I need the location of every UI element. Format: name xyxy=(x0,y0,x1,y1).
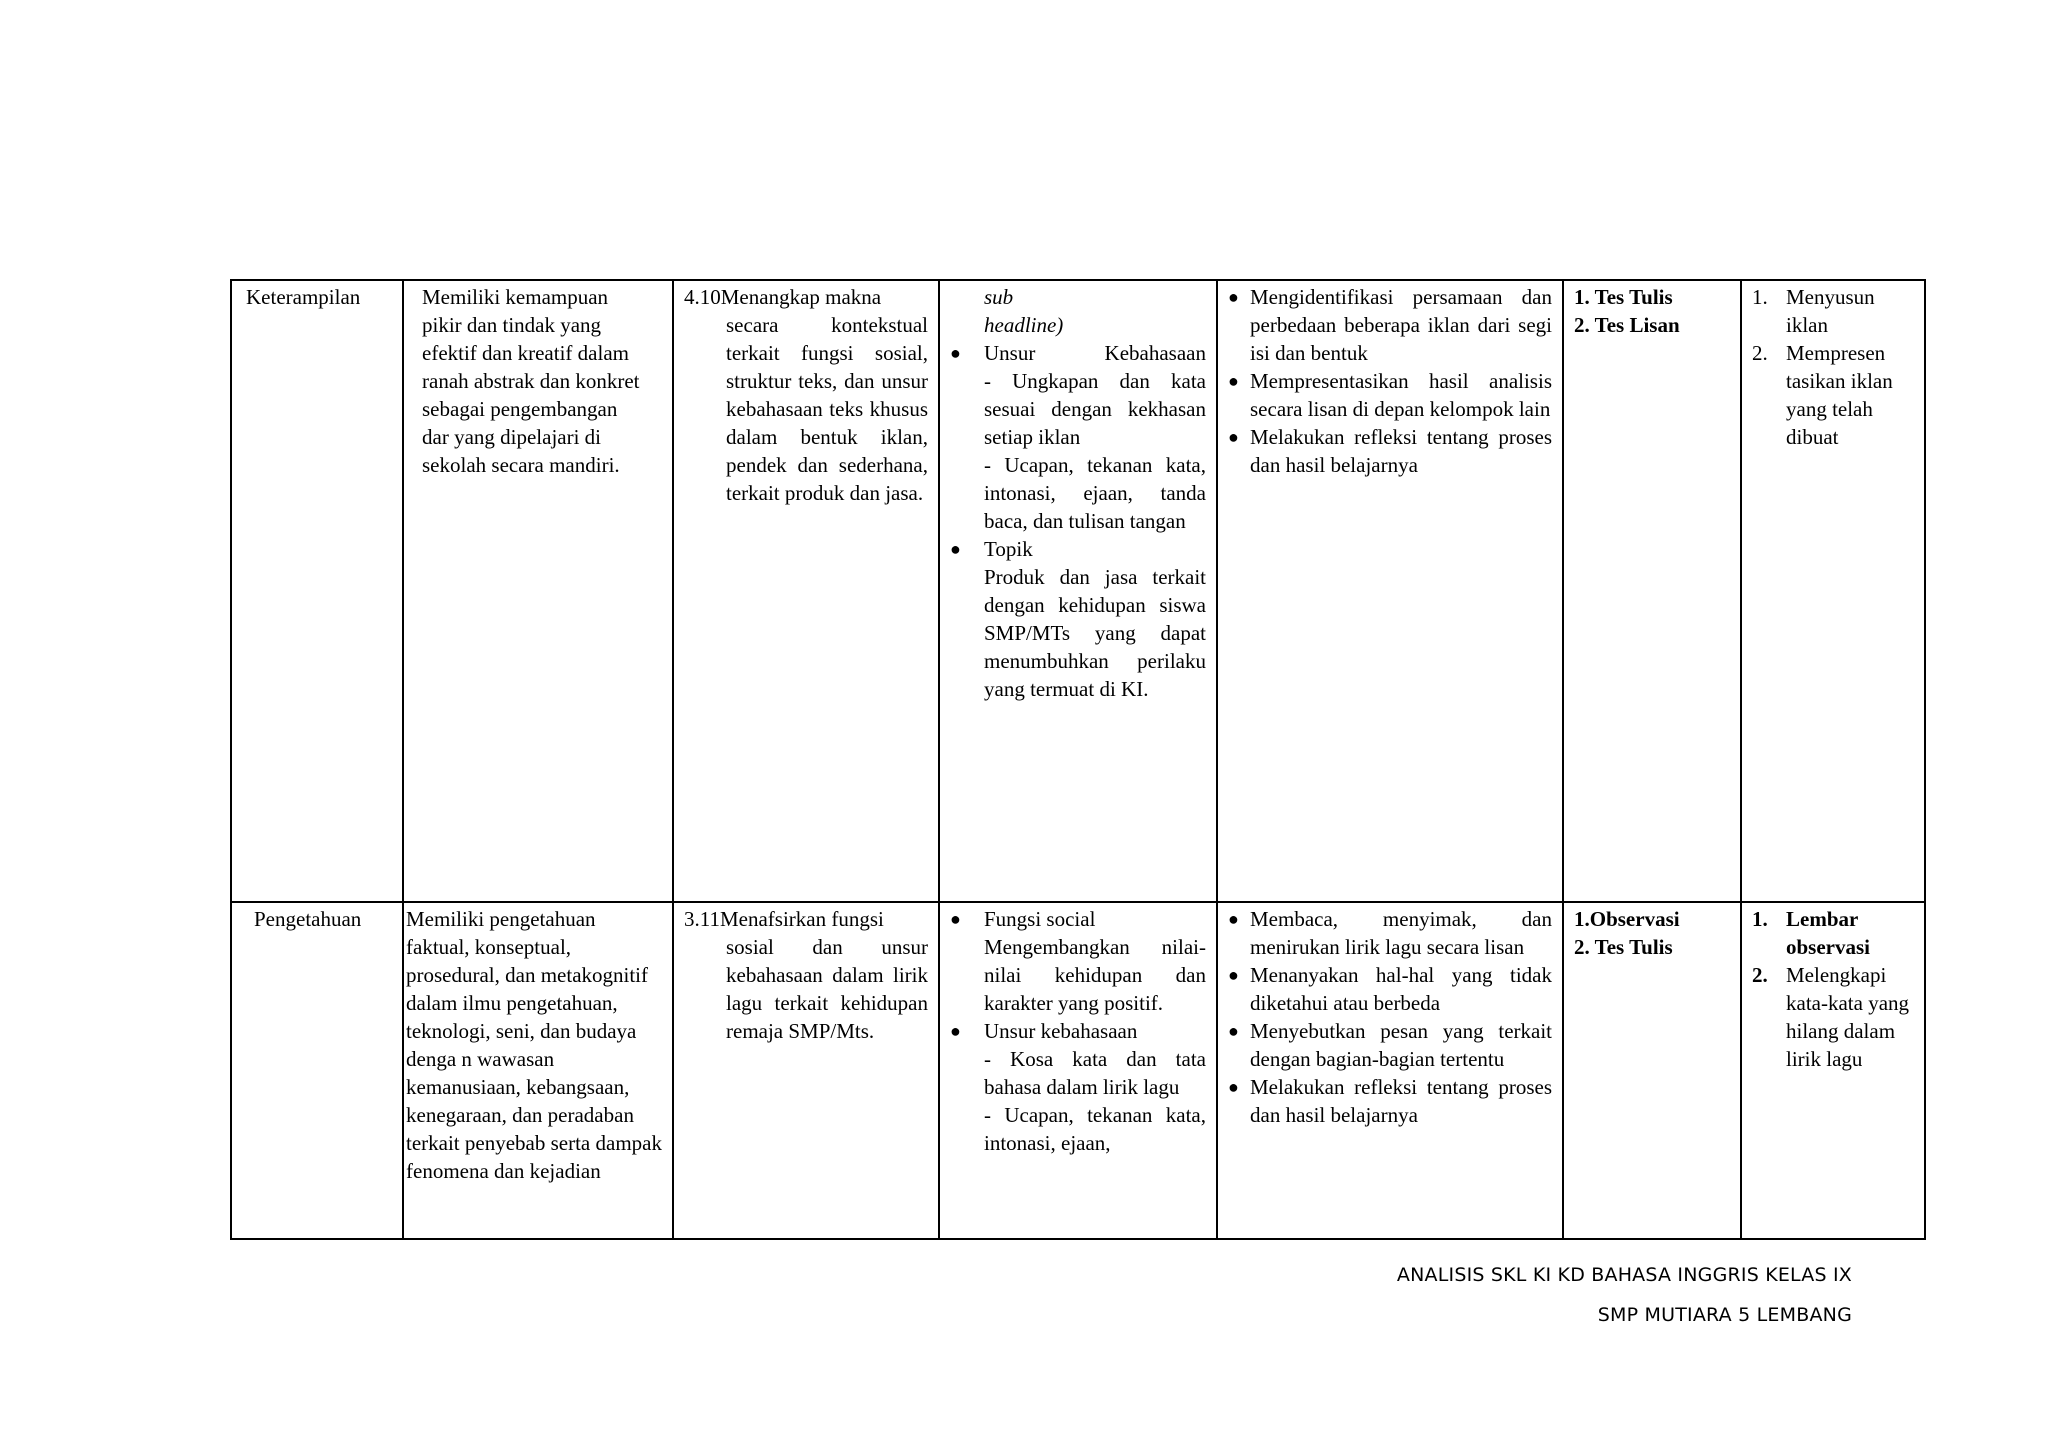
instrumen-text: Mempresen tasikan iklan yang telah dibuat xyxy=(1786,341,1893,449)
instrumen-text: Lembar observasi xyxy=(1786,907,1870,959)
list-item xyxy=(1752,283,1914,339)
kd-text-first: Menangkap makna xyxy=(720,285,882,309)
footer-school: SMP MUTIARA 5 LEMBANG xyxy=(1597,1304,1852,1326)
kd-text: sosial dan unsur kebahasaan dalam lirik lagu terkait kehidupan remaja SMP/Mts. xyxy=(726,935,928,1043)
list-item xyxy=(1228,1017,1552,1073)
list-number: 1. xyxy=(1752,907,1768,931)
bullet-icon: ● xyxy=(1228,371,1239,391)
kegiatan-cell xyxy=(1217,902,1563,1239)
list-item xyxy=(1228,905,1552,961)
penilaian-item: 1.Observasi xyxy=(1574,907,1680,931)
materi-item-line: Produk dan jasa terkait dengan kehidupan siswa SMP/MTs yang dapat menumbuhkan perilaku yang termuat di KI. xyxy=(984,565,1206,701)
materi-item-line: - Ungkapan dan kata sesuai dengan kekhasan setiap iklan xyxy=(984,369,1206,449)
analysis-table xyxy=(230,279,1926,1240)
penilaian-cell xyxy=(1563,902,1741,1239)
penilaian-item: 1. Tes Tulis xyxy=(1574,285,1673,309)
bullet-icon: ● xyxy=(950,343,961,363)
kegiatan-text: Melakukan refleksi tentang proses dan hasil belajarnya xyxy=(1250,1075,1552,1127)
penilaian-item: 2. Tes Lisan xyxy=(1574,313,1680,337)
penilaian-cell xyxy=(1563,280,1741,902)
materi-item-line: Mengembangkan nilai-nilai kehidupan dan karakter yang positif. xyxy=(984,935,1206,1015)
kd-number: 4.10 xyxy=(684,285,721,309)
materi-item-title: Unsur kebahasaan xyxy=(984,1019,1138,1043)
kd-cell xyxy=(673,902,939,1239)
table-row xyxy=(231,280,1925,902)
kegiatan-text: Menanyakan hal-hal yang tidak diketahui atau berbeda xyxy=(1250,963,1552,1015)
list-number: 1. xyxy=(1752,285,1768,309)
bullet-icon: ● xyxy=(950,539,961,559)
kd-text: secara kontekstual terkait fungsi sosial, struktur teks, dan unsur kebahasaan teks khusus dalam bentuk iklan, pendek dan sederhana, terkait produk dan jasa. xyxy=(726,313,928,505)
instrumen-cell xyxy=(1741,902,1925,1239)
list-item xyxy=(950,339,1206,535)
kegiatan-text: Menyebutkan pesan yang terkait dengan bagian-bagian tertentu xyxy=(1250,1019,1552,1071)
list-number: 2. xyxy=(1752,963,1768,987)
materi-cell xyxy=(939,280,1217,902)
materi-cell xyxy=(939,902,1217,1239)
list-item xyxy=(1752,961,1914,1073)
bullet-icon: ● xyxy=(1228,427,1239,447)
list-item xyxy=(1228,1073,1552,1129)
list-item xyxy=(1752,905,1914,961)
kompetensi-label: Keterampilan xyxy=(246,285,361,309)
list-item xyxy=(1228,367,1552,423)
kegiatan-text: Mengidentifikasi persamaan dan perbedaan beberapa iklan dari segi isi dan bentuk xyxy=(1250,285,1552,365)
kd-cell xyxy=(673,280,939,902)
bullet-icon: ● xyxy=(1228,1077,1239,1097)
list-item xyxy=(950,1017,1206,1157)
skl-text: Memiliki kemampuan pikir dan tindak yang efektif dan kreatif dalam ranah abstrak dan konkret sebagai pengembangan dar yang dipelajari di sekolah secara mandiri. xyxy=(422,285,640,477)
instrumen-text: Menyusun iklan xyxy=(1786,285,1875,337)
kegiatan-text: Mempresentasikan hasil analisis secara lisan di depan kelompok lain xyxy=(1250,369,1552,421)
footer-title: ANALISIS SKL KI KD BAHASA INGGRIS KELAS IX xyxy=(1396,1264,1852,1286)
kd-number: 3.11 xyxy=(684,907,720,931)
list-item xyxy=(1228,283,1552,367)
materi-item-title: Topik xyxy=(984,537,1033,561)
bullet-icon: ● xyxy=(950,1021,961,1041)
table-row xyxy=(231,902,1925,1239)
instrumen-text: Melengkapi kata-kata yang hilang dalam lirik lagu xyxy=(1786,963,1910,1071)
instrumen-cell xyxy=(1741,280,1925,902)
kegiatan-text: Membaca, menyimak, dan menirukan lirik lagu secara lisan xyxy=(1250,907,1552,959)
kompetensi-cell xyxy=(231,902,403,1239)
list-number: 2. xyxy=(1752,341,1768,365)
kompetensi-label: Pengetahuan xyxy=(254,907,362,931)
kompetensi-cell xyxy=(231,280,403,902)
list-item xyxy=(1228,961,1552,1017)
skl-cell xyxy=(403,902,673,1239)
bullet-icon: ● xyxy=(1228,965,1239,985)
list-item xyxy=(950,905,1206,1017)
materi-item-title: Unsur Kebahasaan xyxy=(984,341,1206,365)
bullet-icon: ● xyxy=(950,909,961,929)
materi-continuation: sub headline) xyxy=(984,285,1064,337)
list-item xyxy=(1228,423,1552,479)
kegiatan-text: Melakukan refleksi tentang proses dan hasil belajarnya xyxy=(1250,425,1552,477)
bullet-icon: ● xyxy=(1228,909,1239,929)
materi-item-line: - Kosa kata dan tata bahasa dalam lirik lagu xyxy=(984,1047,1206,1099)
penilaian-item: 2. Tes Tulis xyxy=(1574,935,1673,959)
list-item xyxy=(1752,339,1914,451)
materi-item-line: - Ucapan, tekanan kata, intonasi, ejaan, tanda baca, dan tulisan tangan xyxy=(984,453,1206,533)
skl-text: Memiliki pengetahuan faktual, konseptual, prosedural, dan metakognitif dalam ilmu pengetahuan, teknologi, seni, dan budaya denga n wawasan kemanusiaan, kebangsaan, kenegaraan, dan peradaban terkait penyebab serta dampak fenomena dan kejadian xyxy=(406,907,662,1183)
bullet-icon: ● xyxy=(1228,287,1239,307)
list-item xyxy=(950,535,1206,703)
materi-item-title: Fungsi social xyxy=(984,907,1096,931)
materi-item-line: - Ucapan, tekanan kata, intonasi, ejaan, xyxy=(984,1103,1206,1155)
kd-text-first: Menafsirkan fungsi xyxy=(719,907,884,931)
skl-cell xyxy=(403,280,673,902)
bullet-icon: ● xyxy=(1228,1021,1239,1041)
kegiatan-cell xyxy=(1217,280,1563,902)
